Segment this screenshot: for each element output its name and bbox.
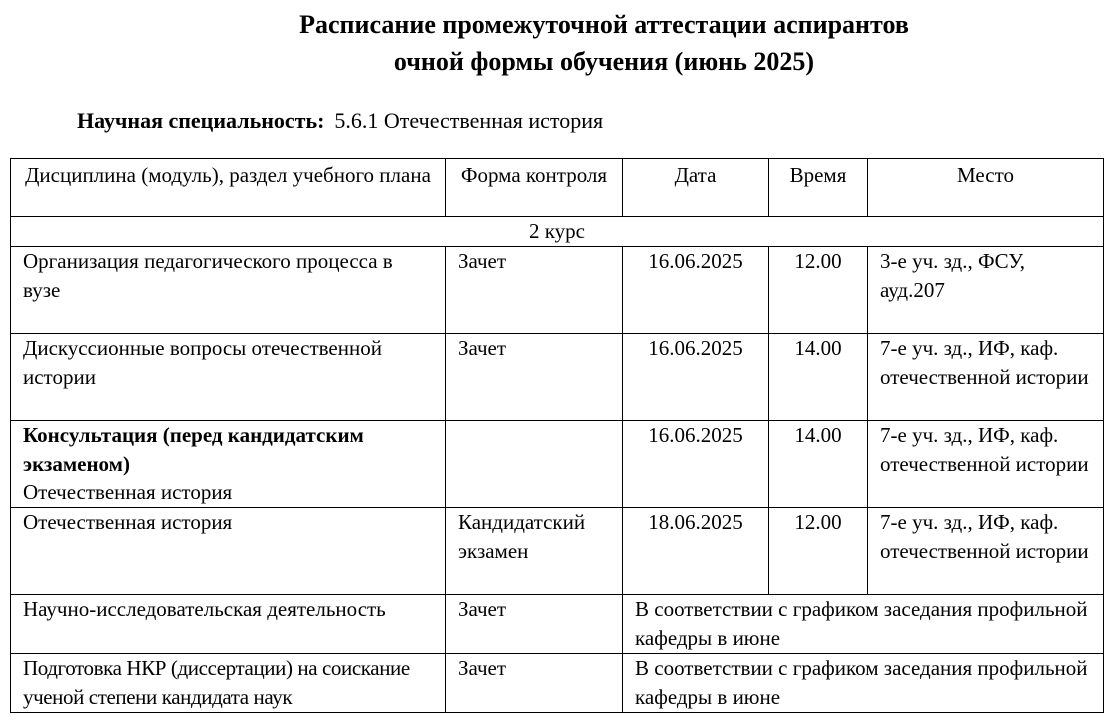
title-line-1: Расписание промежуточной аттестации аспирантов xyxy=(299,10,909,39)
table-row xyxy=(11,654,1104,713)
cell-schedule-note: В соответствии с графиком заседания профильной кафедры в июне xyxy=(623,654,1104,713)
cell-form: Зачет xyxy=(446,595,623,654)
table-row xyxy=(11,334,1104,421)
document-title xyxy=(0,6,1118,80)
cell-discipline: Дискуссионные вопросы отечественной истории xyxy=(11,334,446,421)
cell-date: 16.06.2025 xyxy=(623,247,769,334)
table-row xyxy=(11,508,1104,595)
schedule-table xyxy=(10,158,1104,713)
cell-place: 7-е уч. зд., ИФ, каф. отечественной истории xyxy=(868,334,1104,421)
title-line-2: очной формы обучения (июнь 2025) xyxy=(393,47,815,76)
cell-date: 18.06.2025 xyxy=(623,508,769,595)
cell-form: Кандидатский экзамен xyxy=(446,508,623,595)
cell-date: 16.06.2025 xyxy=(623,334,769,421)
header-time: Время xyxy=(769,159,868,217)
cell-time: 12.00 xyxy=(769,247,868,334)
header-discipline: Дисциплина (модуль), раздел учебного плана xyxy=(11,159,446,217)
cell-form xyxy=(446,421,623,508)
cell-form: Зачет xyxy=(446,247,623,334)
table-row xyxy=(11,595,1104,654)
course-row xyxy=(11,217,1104,247)
specialty-label: Научная специальность: xyxy=(77,108,325,133)
specialty-value: 5.6.1 Отечественная история xyxy=(334,108,604,133)
header-place: Место xyxy=(868,159,1104,217)
course-label: 2 курс xyxy=(11,217,1104,247)
cell-time: 12.00 xyxy=(769,508,868,595)
consultation-subject: Отечественная история xyxy=(23,480,233,504)
cell-discipline: Научно-исследовательская деятельность xyxy=(11,595,446,654)
cell-time: 14.00 xyxy=(769,334,868,421)
cell-form: Зачет xyxy=(446,334,623,421)
table-row xyxy=(11,421,1104,508)
cell-discipline: Отечественная история xyxy=(11,508,446,595)
cell-schedule-note: В соответствии с графиком заседания профильной кафедры в июне xyxy=(623,595,1104,654)
specialty-line xyxy=(77,106,603,136)
cell-discipline xyxy=(11,421,446,508)
consultation-label: Консультация (перед кандидатским экзаменом) xyxy=(23,423,364,476)
cell-date: 16.06.2025 xyxy=(623,421,769,508)
cell-place: 7-е уч. зд., ИФ, каф. отечественной истории xyxy=(868,421,1104,508)
table-row xyxy=(11,247,1104,334)
cell-form: Зачет xyxy=(446,654,623,713)
cell-place: 3-е уч. зд., ФСУ, ауд.207 xyxy=(868,247,1104,334)
header-form: Форма контроля xyxy=(446,159,623,217)
cell-place: 7-е уч. зд., ИФ, каф. отечественной истории xyxy=(868,508,1104,595)
table-header-row xyxy=(11,159,1104,217)
cell-discipline: Подготовка НКР (диссертации) на соискание ученой степени кандидата наук xyxy=(11,654,446,713)
header-date: Дата xyxy=(623,159,769,217)
cell-time: 14.00 xyxy=(769,421,868,508)
cell-discipline: Организация педагогического процесса в вузе xyxy=(11,247,446,334)
